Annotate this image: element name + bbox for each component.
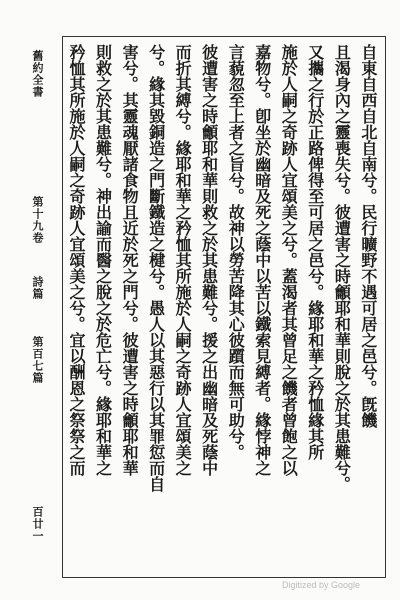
text-column: 矜恤其所施於人嗣之奇跡人宜頌美之兮。宜以酬恩之祭祭之而 xyxy=(67,44,86,476)
text-column: 嘉物兮。卽坐於幽暗及死之蔭中以苦以鐵索見縛者。緣悖神之 xyxy=(252,44,272,476)
text-column: 兮。緣其毀銅造之門斷鐵造之楗兮。愚人以其惡行以其罪愆而自 xyxy=(146,44,166,492)
book-title: 舊約全書 xyxy=(31,50,44,98)
text-column: 言藐忽至上者之旨兮。故神以勞苦降其心彼躓而無可助兮。 xyxy=(226,44,246,460)
text-column: 彼遭害之時龥耶和華則救之於其患難兮。援之出幽暗及死蔭中 xyxy=(199,44,219,476)
book-name: 詩篇 xyxy=(31,276,44,300)
volume-label: 第十九卷 xyxy=(31,196,44,244)
chapter-label: 第百七篇 xyxy=(31,336,44,384)
text-column: 而折其縛兮。緣耶和華之矜恤其所施於人嗣之奇跡人宜頌美之 xyxy=(173,44,193,476)
text-column: 自東自西自北自南兮。民行曠野不遇可居之邑兮。旣饑 xyxy=(358,44,378,428)
page-number: 百廿一 xyxy=(31,506,44,542)
text-columns xyxy=(66,44,378,570)
text-column: 又攜之行於正路俾得至可居之邑兮。緣耶和華之矜恤緣其所 xyxy=(305,44,325,460)
watermark: Digitized by Google xyxy=(281,580,360,590)
page-gutter xyxy=(18,36,56,576)
text-column: 施於人嗣之奇跡人宜頌美之兮。蓋渴者其曾足之饑者曾飽之以 xyxy=(279,44,299,476)
text-column: 則救之於其患難兮。神出諭而醫之脫之於危亡兮。緣耶和華之 xyxy=(93,44,113,476)
text-column: 且渴身內之靈喪失兮。彼遭害之時龥耶和華則脫之於其患難兮。 xyxy=(332,44,352,492)
text-column: 害兮。其靈魂厭諸食物且近於死之門兮。彼遭害之時龥耶和華 xyxy=(120,44,140,476)
